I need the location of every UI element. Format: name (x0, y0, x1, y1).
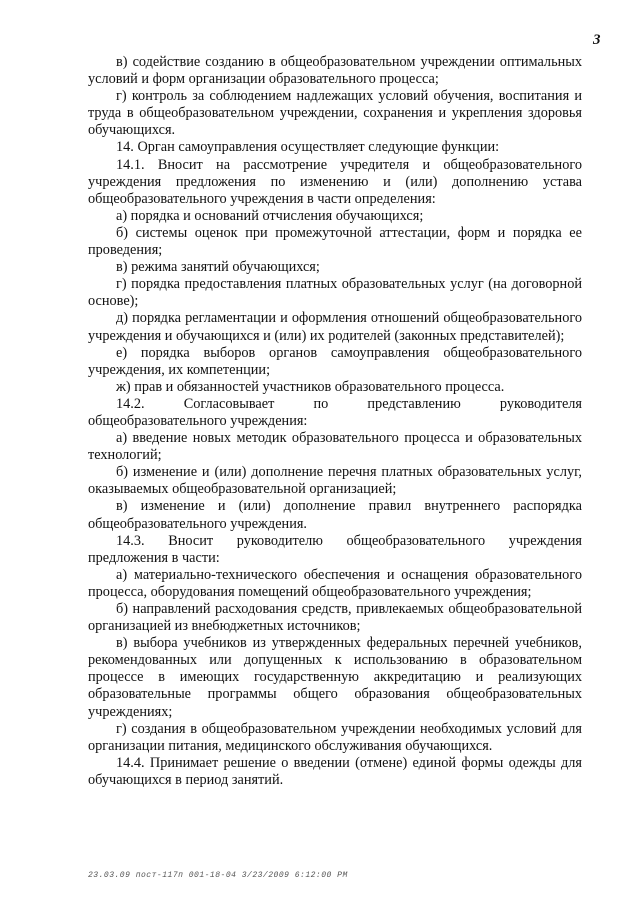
paragraph-14-1-d: д) порядка регламентации и оформления отношений общеобразовательного учреждения и обучающихся и (или) их родителей (законных представителей); (88, 310, 582, 344)
paragraph-14-3: 14.3. Вносит руководителю общеобразовательного учреждения предложения в части: (88, 532, 582, 566)
paragraph-14-1: 14.1. Вносит на рассмотрение учредителя и общеобразовательного учреждения предложения по изменению и (или) дополнению устава общеобразовательного учреждения в части определения: (88, 156, 582, 207)
paragraph-14-1-e: е) порядка выборов органов самоуправления общеобразовательного учреждения, их компетенции; (88, 344, 582, 378)
paragraph-14-2-b: б) изменение и (или) дополнение перечня платных образовательных услуг, оказываемых общеобразовательной организацией; (88, 464, 582, 498)
paragraph-14-3-b: б) направлений расходования средств, привлекаемых общеобразовательной организацией из внебюджетных источников; (88, 601, 582, 635)
paragraph-g-control: г) контроль за соблюдением надлежащих условий обучения, воспитания и труда в общеобразовательном учреждении, сохранения и укрепления здоровья обучающихся. (88, 88, 582, 139)
paragraph-14-4: 14.4. Принимает решение о введении (отмене) единой формы одежды для обучающихся в период занятий. (88, 754, 582, 788)
document-body (88, 54, 582, 789)
paragraph-v-support: в) содействие созданию в общеобразовательном учреждении оптимальных условий и форм организации образовательного процесса; (88, 54, 582, 88)
footer-file-stamp: 23.03.09 пост-117п 001-18-04 3/23/2009 6:12:00 PM (88, 871, 348, 880)
paragraph-14-1-b: б) системы оценок при промежуточной аттестации, форм и порядка ее проведения; (88, 224, 582, 259)
paragraph-14-1-zh: ж) прав и обязанностей участников образовательного процесса. (116, 378, 505, 395)
paragraph-14-functions: 14. Орган самоуправления осуществляет следующие функции: (116, 139, 500, 156)
paragraph-14-1-v: в) режима занятий обучающихся; (116, 259, 320, 276)
page-number: 3 (593, 32, 601, 48)
paragraph-14-3-a: а) материально-технического обеспечения и оснащения образовательного процесса, оборудования помещений общеобразовательного учреждения; (88, 566, 582, 600)
paragraph-14-3-v: в) выбора учебников из утвержденных федеральных перечней учебников, рекомендованных или допущенных к использованию в образовательном процессе в имеющих государственную аккредитацию и реализующих образовательные программы общего образования общеобразовательных учреждениях; (88, 635, 582, 720)
paragraph-14-1-a: а) порядка и оснований отчисления обучающихся; (116, 207, 424, 224)
paragraph-14-3-g: г) создания в общеобразовательном учреждении необходимых условий для организации питания, медицинского обслуживания обучающихся. (88, 720, 582, 754)
paragraph-14-1-g: г) порядка предоставления платных образовательных услуг (на договорной основе); (88, 276, 582, 310)
paragraph-14-2: 14.2. Согласовывает по представлению руководителя общеобразовательного учреждения: (88, 395, 582, 429)
paragraph-14-2-a: а) введение новых методик образовательного процесса и образовательных технологий; (88, 430, 582, 464)
paragraph-14-2-v: в) изменение и (или) дополнение правил внутреннего распорядка общеобразовательного учреждения. (88, 498, 582, 532)
